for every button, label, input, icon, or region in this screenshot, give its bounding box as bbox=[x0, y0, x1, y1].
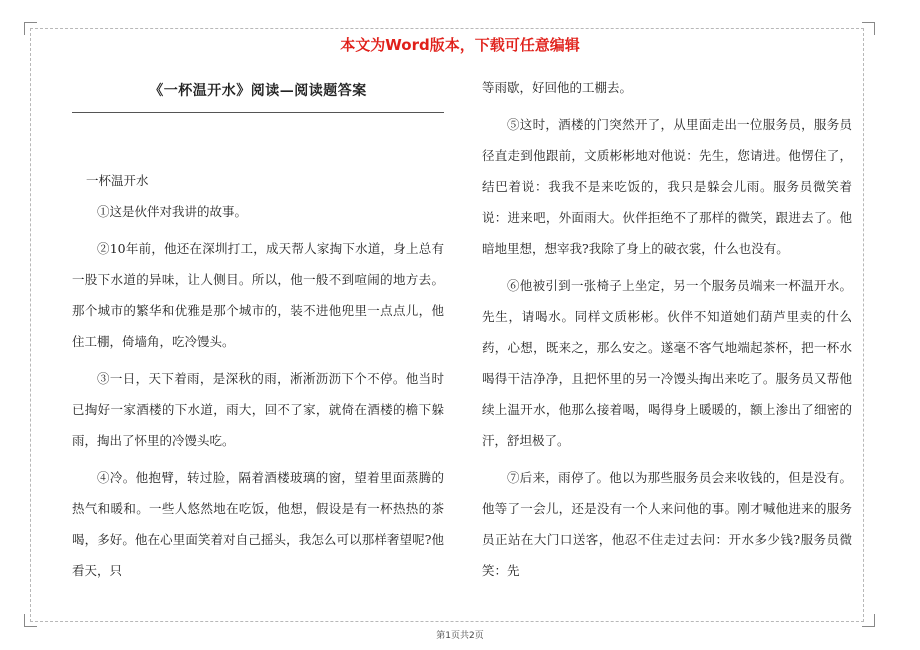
paragraph-1: ①这是伙伴对我讲的故事。 bbox=[97, 204, 248, 219]
paragraph-7: ⑦后来，雨停了。他以为那些服务员会来收钱的，但是没有。他等了一会儿，还是没有一个人来问他的事。刚才喊他进来的服务员正站在大门口送客，他忍不住走过去问：开水多少钱?服务员微笑：先 bbox=[482, 470, 852, 578]
document-title: 《一杯温开水》阅读—阅读题答案 bbox=[149, 83, 367, 99]
paragraph-4-continuation: 等雨歇，好回他的工棚去。 bbox=[482, 80, 633, 95]
crop-mark-bottom-left bbox=[24, 614, 37, 627]
download-banner: 本文为Word版本，下载可任意编辑 bbox=[340, 36, 580, 54]
paragraph-2: ②10年前，他还在深圳打工，成天帮人家掏下水道，身上总有一股下水道的异味，让人侧目。所以，他一般不到喧闹的地方去。那个城市的繁华和优雅是那个城市的，装不进他兜里一点点儿，他住工棚，倚墙角，吃冷馒头。 bbox=[72, 241, 444, 349]
right-column bbox=[482, 72, 852, 592]
crop-mark-bottom-right bbox=[862, 614, 875, 627]
paragraph-4: ④冷。他抱臂，转过脸，隔着酒楼玻璃的窗，望着里面蒸腾的热气和暖和。一些人悠然地在吃饭，他想，假设是有一杯热热的茶喝，多好。他在心里面笑着对自己摇头，我怎么可以那样奢望呢?他看天，只 bbox=[72, 470, 444, 578]
page-number: 第1页共2页 bbox=[436, 631, 484, 641]
paragraph-5: ⑤这时，酒楼的门突然开了，从里面走出一位服务员，服务员径直走到他跟前，文质彬彬地对他说：先生，您请进。他愣住了，结巴着说：我我不是来吃饭的，我只是躲会儿雨。服务员微笑着说：进来吧，外面雨大。伙伴拒绝不了那样的微笑，跟进去了。他暗地里想，想宰我?我除了身上的破衣裳，什么也没有。 bbox=[482, 117, 852, 256]
paragraph-3: ③一日，天下着雨，是深秋的雨，淅淅沥沥下个不停。他当时已掏好一家酒楼的下水道，雨大，回不了家，就倚在酒楼的檐下躲雨，掏出了怀里的冷馒头吃。 bbox=[72, 371, 444, 448]
left-column bbox=[72, 78, 444, 592]
paragraph-6: ⑥他被引到一张椅子上坐定，另一个服务员端来一杯温开水。先生，请喝水。同样文质彬彬。伙伴不知道她们葫芦里卖的什么药，心想，既来之，那么安之。遂毫不客气地端起茶杯，把一杯水喝得干洁净净，且把怀里的另一冷馒头掏出来吃了。服务员又帮他续上温开水，他那么接着喝，喝得身上暖暖的，额上渗出了细密的汗，舒坦极了。 bbox=[482, 278, 852, 448]
title-divider bbox=[72, 112, 444, 113]
story-subtitle: 一杯温开水 bbox=[86, 173, 149, 188]
